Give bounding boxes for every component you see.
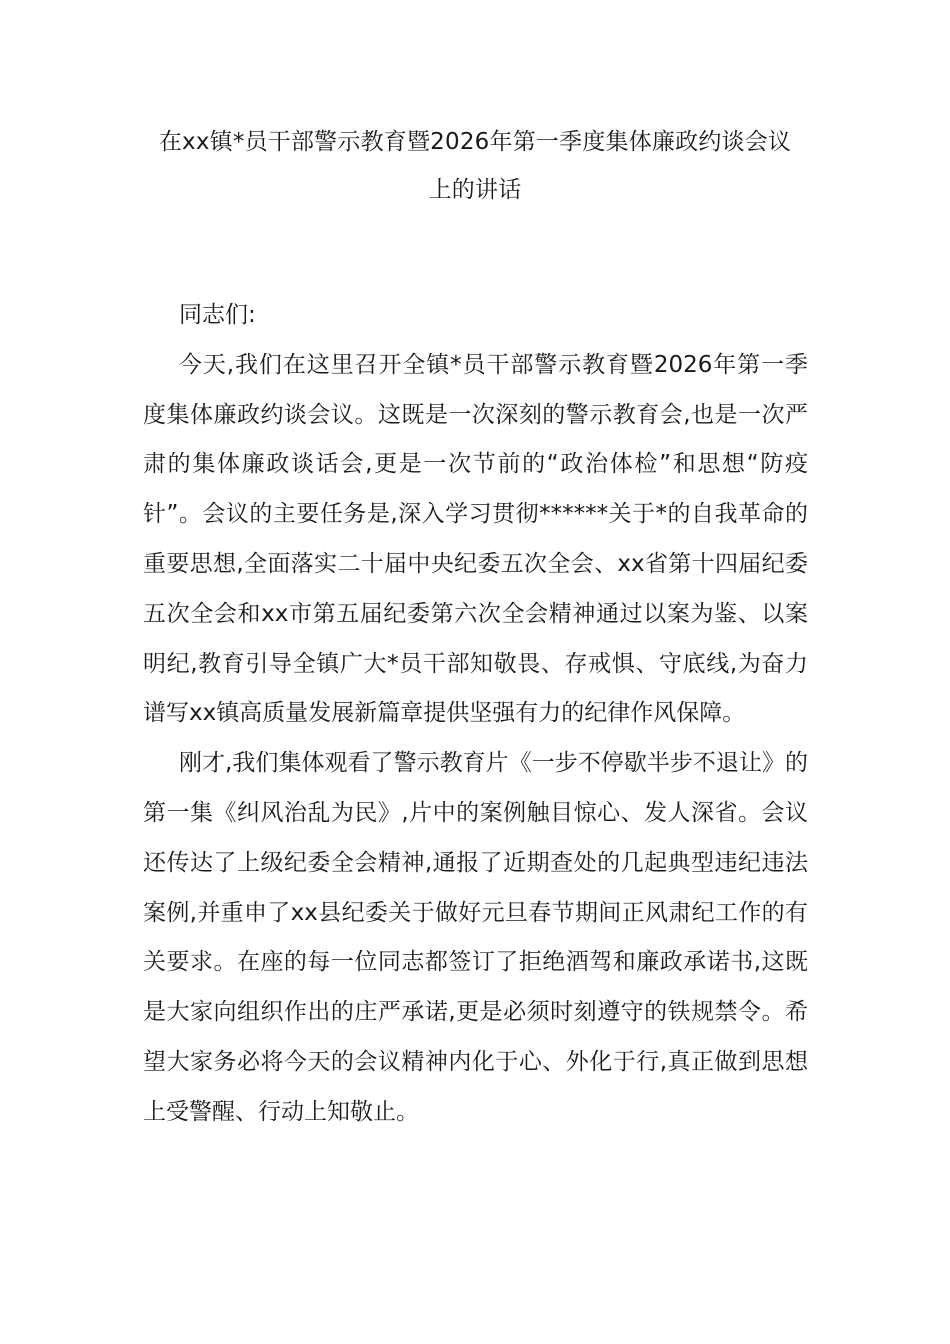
title-line-2: 上的讲话 xyxy=(428,177,522,203)
document-title xyxy=(140,118,810,214)
paragraph-2: 刚才,我们集体观看了警示教育片《一步不停歇半步不退让》的第一集《纠风治乱为民》,片中的案例触目惊心、发人深省。会议还传达了上级纪委全会精神,通报了近期查处的几起典型违纪违法案例,并重申了xx县纪委关于做好元旦春节期间正风肃纪工作的有关要求。在座的每一位同志都签订了拒绝酒驾和廉政承诺书,这既是大家向组织作出的庄严承诺,更是必须时刻遵守的铁规禁令。希望大家务必将今天的会议精神内化于心、外化于行,真正做到思想上受警醒、行动上知敬止。 xyxy=(143,750,808,1125)
greeting: 同志们: xyxy=(179,302,256,328)
document-body xyxy=(143,291,808,1138)
paragraph-1: 今天,我们在这里召开全镇*员干部警示教育暨2026年第一季度集体廉政约谈会议。这既是一次深刻的警示教育会,也是一次严肃的集体廉政谈话会,更是一次节前的“政治体检”和思想“防疫针”。会议的主要任务是,深入学习贯彻******关于*的自我革命的重要思想,全面落实二十届中央纪委五次全会、xx省第十四届纪委五次全会和xx市第五届纪委第六次全会精神通过以案为鉴、以案明纪,教育引导全镇广大*员干部知敬畏、存戒惧、守底线,为奋力谱写xx镇高质量发展新篇章提供坚强有力的纪律作风保障。 xyxy=(143,351,808,727)
title-line-1: 在xx镇*员干部警示教育暨2026年第一季度集体廉政约谈会议 xyxy=(158,129,792,155)
